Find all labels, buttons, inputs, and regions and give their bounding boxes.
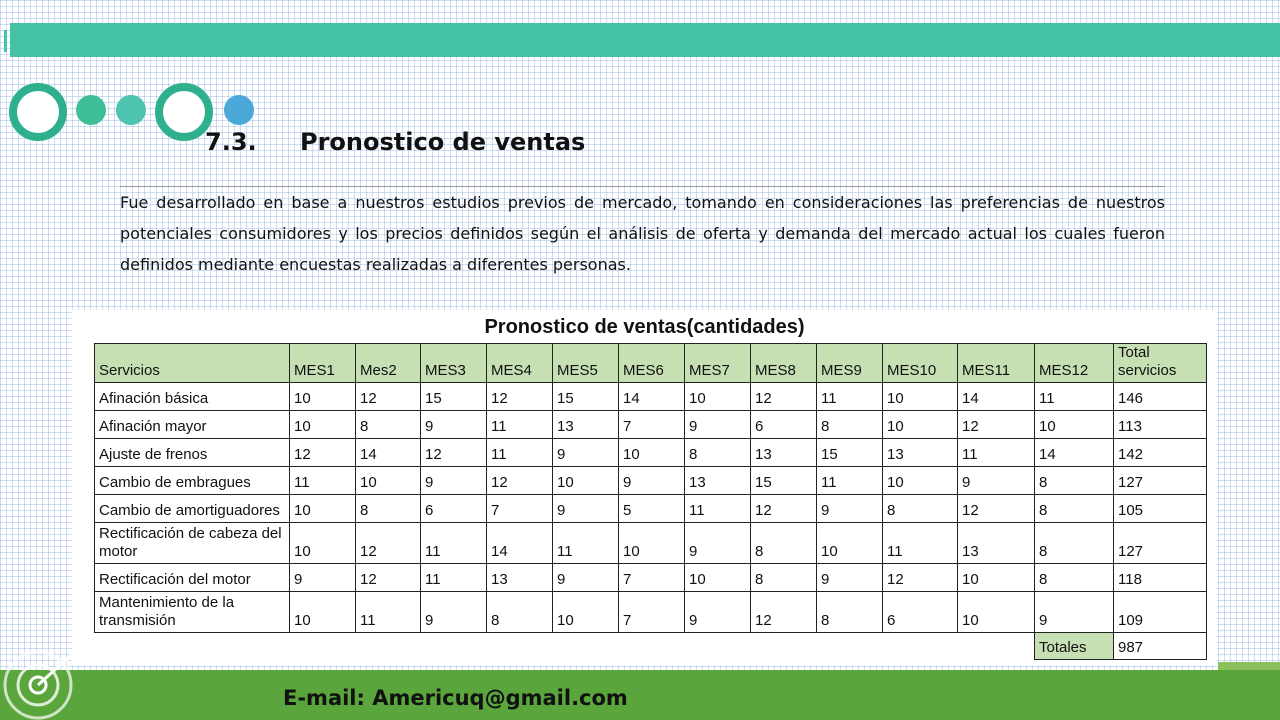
dot-decoration-3 [224, 95, 254, 125]
total-cell: 142 [1114, 439, 1207, 467]
totals-row [95, 633, 1207, 660]
value-cell: 11 [817, 467, 883, 495]
value-cell: 11 [290, 467, 356, 495]
value-cell: 8 [685, 439, 751, 467]
value-cell: 11 [553, 523, 619, 564]
value-cell: 9 [685, 411, 751, 439]
value-cell: 8 [1035, 495, 1114, 523]
value-cell: 9 [553, 439, 619, 467]
total-cell: 118 [1114, 564, 1207, 592]
value-cell: 10 [290, 495, 356, 523]
dot-decoration-2 [116, 95, 146, 125]
header-cell: MES7 [685, 344, 751, 383]
totals-value: 987 [1114, 633, 1207, 660]
value-cell: 11 [487, 411, 553, 439]
header-cell: Total servicios [1114, 344, 1207, 383]
table-row [95, 439, 1207, 467]
total-cell: 146 [1114, 383, 1207, 411]
value-cell: 12 [487, 467, 553, 495]
total-cell: 105 [1114, 495, 1207, 523]
total-cell: 113 [1114, 411, 1207, 439]
target-logo-icon [0, 635, 110, 720]
value-cell: 8 [356, 411, 421, 439]
value-cell: 12 [487, 383, 553, 411]
top-accent-bar [10, 23, 1280, 57]
header-cell: MES5 [553, 344, 619, 383]
value-cell: 11 [958, 439, 1035, 467]
value-cell: 8 [356, 495, 421, 523]
value-cell: 13 [751, 439, 817, 467]
value-cell: 7 [619, 411, 685, 439]
value-cell: 7 [619, 564, 685, 592]
value-cell: 13 [958, 523, 1035, 564]
table-row [95, 495, 1207, 523]
value-cell: 15 [751, 467, 817, 495]
value-cell: 8 [487, 592, 553, 633]
value-cell: 10 [553, 592, 619, 633]
intro-paragraph: Fue desarrollado en base a nuestros estudios previos de mercado, tomando en consideraciones las preferencias de nuestros potenciales consumidores y los precios definidos según el análisis de oferta y demanda del mercado actual los cuales fueron definidos mediante encuestas realizadas a diferentes personas. [120, 186, 1165, 280]
value-cell: 9 [421, 592, 487, 633]
value-cell: 8 [817, 411, 883, 439]
section-title [205, 128, 585, 156]
value-cell: 10 [619, 439, 685, 467]
header-cell: MES12 [1035, 344, 1114, 383]
value-cell: 10 [290, 592, 356, 633]
total-cell: 109 [1114, 592, 1207, 633]
value-cell: 15 [421, 383, 487, 411]
value-cell: 10 [883, 383, 958, 411]
value-cell: 9 [685, 592, 751, 633]
value-cell: 10 [958, 564, 1035, 592]
value-cell: 13 [487, 564, 553, 592]
header-cell: MES6 [619, 344, 685, 383]
value-cell: 12 [751, 383, 817, 411]
value-cell: 11 [817, 383, 883, 411]
table-header-row [95, 344, 1207, 383]
value-cell: 12 [356, 523, 421, 564]
value-cell: 10 [290, 383, 356, 411]
sales-forecast-table [94, 343, 1207, 660]
service-cell: Cambio de embragues [95, 467, 290, 495]
value-cell: 10 [1035, 411, 1114, 439]
header-cell: Mes2 [356, 344, 421, 383]
value-cell: 8 [883, 495, 958, 523]
service-cell: Ajuste de frenos [95, 439, 290, 467]
value-cell: 14 [1035, 439, 1114, 467]
value-cell: 9 [421, 411, 487, 439]
value-cell: 9 [817, 495, 883, 523]
table-row [95, 467, 1207, 495]
service-cell: Mantenimiento de la transmisión [95, 592, 290, 633]
header-cell: Servicios [95, 344, 290, 383]
top-bar-tick [4, 30, 7, 52]
service-cell: Afinación básica [95, 383, 290, 411]
value-cell: 8 [751, 564, 817, 592]
service-cell: Cambio de amortiguadores [95, 495, 290, 523]
header-cell: MES11 [958, 344, 1035, 383]
value-cell: 11 [487, 439, 553, 467]
table-row [95, 383, 1207, 411]
value-cell: 11 [421, 564, 487, 592]
footer-bar [0, 670, 1280, 720]
table-panel [72, 310, 1217, 665]
value-cell: 8 [751, 523, 817, 564]
service-cell: Rectificación de cabeza del motor [95, 523, 290, 564]
value-cell: 10 [883, 411, 958, 439]
value-cell: 8 [1035, 523, 1114, 564]
table-row [95, 523, 1207, 564]
value-cell: 10 [356, 467, 421, 495]
header-cell: MES8 [751, 344, 817, 383]
ring-decoration-1 [9, 83, 67, 141]
header-cell: MES1 [290, 344, 356, 383]
value-cell: 12 [751, 495, 817, 523]
value-cell: 12 [883, 564, 958, 592]
value-cell: 12 [421, 439, 487, 467]
value-cell: 10 [685, 383, 751, 411]
value-cell: 11 [1035, 383, 1114, 411]
header-cell: MES10 [883, 344, 958, 383]
header-cell: MES4 [487, 344, 553, 383]
value-cell: 9 [619, 467, 685, 495]
value-cell: 12 [751, 592, 817, 633]
value-cell: 10 [290, 523, 356, 564]
value-cell: 13 [553, 411, 619, 439]
value-cell: 15 [553, 383, 619, 411]
value-cell: 14 [958, 383, 1035, 411]
value-cell: 15 [817, 439, 883, 467]
totals-label: Totales [1035, 633, 1114, 660]
value-cell: 14 [356, 439, 421, 467]
value-cell: 10 [290, 411, 356, 439]
table-row [95, 564, 1207, 592]
value-cell: 9 [290, 564, 356, 592]
totals-spacer [95, 633, 1035, 660]
value-cell: 10 [685, 564, 751, 592]
value-cell: 8 [1035, 467, 1114, 495]
value-cell: 12 [356, 383, 421, 411]
value-cell: 11 [356, 592, 421, 633]
value-cell: 9 [958, 467, 1035, 495]
value-cell: 8 [817, 592, 883, 633]
value-cell: 9 [553, 564, 619, 592]
header-cell: MES3 [421, 344, 487, 383]
value-cell: 6 [883, 592, 958, 633]
value-cell: 12 [958, 495, 1035, 523]
value-cell: 9 [553, 495, 619, 523]
value-cell: 11 [421, 523, 487, 564]
footer-email: E-mail: Americuq@gmail.com [283, 686, 628, 710]
value-cell: 12 [356, 564, 421, 592]
value-cell: 13 [883, 439, 958, 467]
value-cell: 9 [817, 564, 883, 592]
value-cell: 9 [1035, 592, 1114, 633]
bottom-accent-strip [1218, 662, 1280, 670]
value-cell: 5 [619, 495, 685, 523]
table-row [95, 411, 1207, 439]
value-cell: 8 [1035, 564, 1114, 592]
value-cell: 10 [817, 523, 883, 564]
value-cell: 10 [883, 467, 958, 495]
value-cell: 10 [958, 592, 1035, 633]
dot-decoration-1 [76, 95, 106, 125]
value-cell: 6 [421, 495, 487, 523]
total-cell: 127 [1114, 467, 1207, 495]
value-cell: 14 [619, 383, 685, 411]
value-cell: 6 [751, 411, 817, 439]
header-cell: MES9 [817, 344, 883, 383]
service-cell: Rectificación del motor [95, 564, 290, 592]
section-number: 7.3. [205, 128, 257, 156]
value-cell: 9 [685, 523, 751, 564]
value-cell: 9 [421, 467, 487, 495]
value-cell: 10 [553, 467, 619, 495]
total-cell: 127 [1114, 523, 1207, 564]
value-cell: 7 [487, 495, 553, 523]
value-cell: 10 [619, 523, 685, 564]
value-cell: 13 [685, 467, 751, 495]
table-title: Pronostico de ventas(cantidades) [484, 316, 805, 338]
value-cell: 12 [958, 411, 1035, 439]
value-cell: 11 [883, 523, 958, 564]
section-heading: Pronostico de ventas [300, 128, 586, 156]
value-cell: 7 [619, 592, 685, 633]
service-cell: Afinación mayor [95, 411, 290, 439]
value-cell: 12 [290, 439, 356, 467]
table-row [95, 592, 1207, 633]
value-cell: 14 [487, 523, 553, 564]
value-cell: 11 [685, 495, 751, 523]
